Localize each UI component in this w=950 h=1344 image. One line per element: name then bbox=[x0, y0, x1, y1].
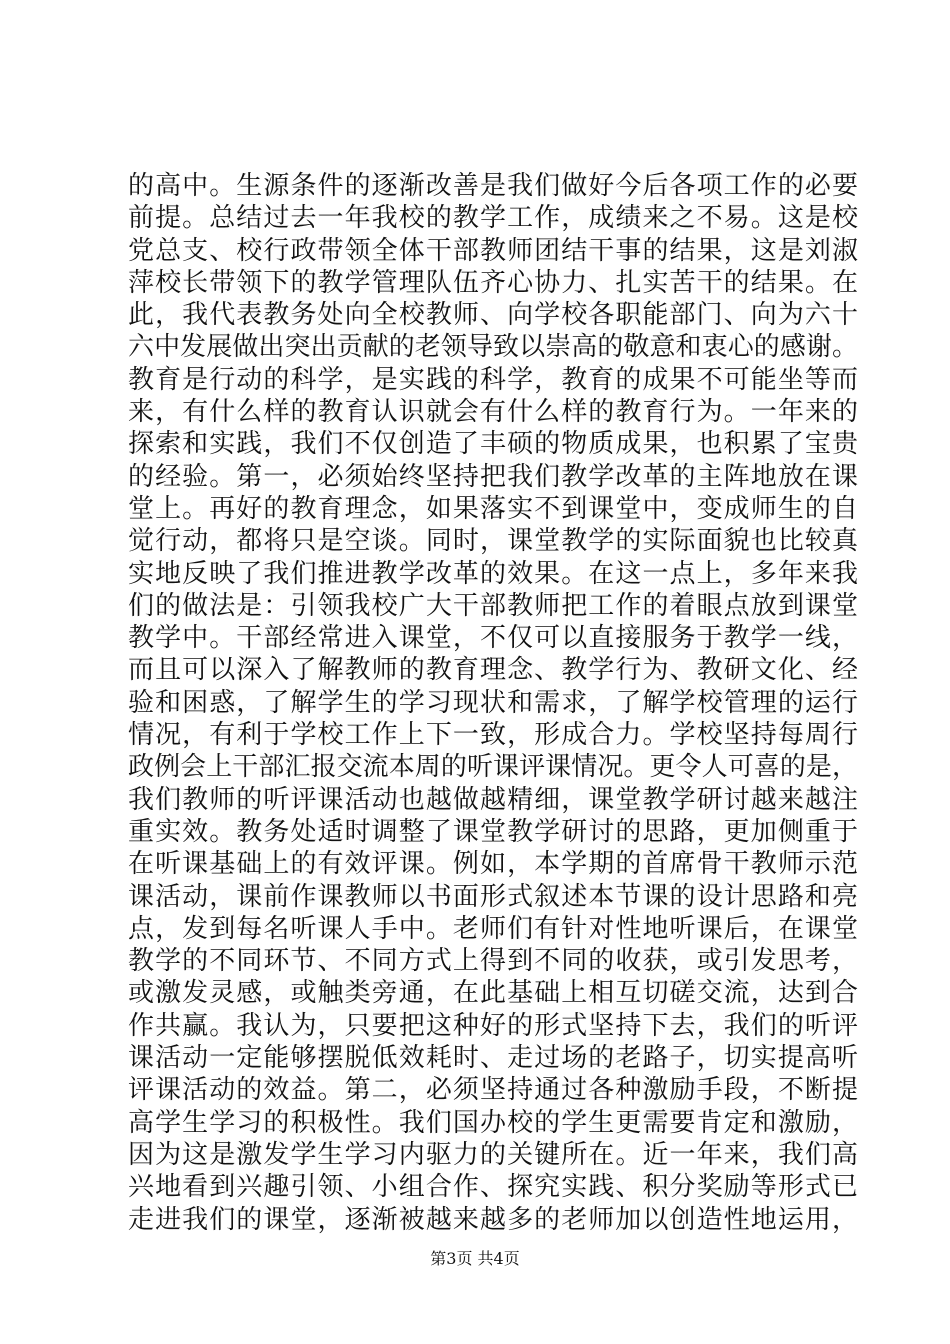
text-line: 点，发到每名听课人手中。老师们有针对性地听课后，在课堂 bbox=[128, 913, 858, 944]
text-line: 教学中。干部经常进入课堂，不仅可以直接服务于教学一线， bbox=[128, 623, 858, 654]
text-line: 或激发灵感，或触类旁通，在此基础上相互切磋交流，达到合 bbox=[128, 978, 858, 1009]
text-line: 走进我们的课堂，逐渐被越来越多的老师加以创造性地运用， bbox=[128, 1204, 858, 1235]
text-line: 政例会上干部汇报交流本周的听课评课情况。更令人可喜的是， bbox=[128, 752, 858, 783]
text-line: 课活动，课前作课教师以书面形式叙述本节课的设计思路和亮 bbox=[128, 881, 858, 912]
text-line: 的经验。第一，必须始终坚持把我们教学改革的主阵地放在课 bbox=[128, 461, 858, 492]
text-line: 兴地看到兴趣引领、小组合作、探究实践、积分奖励等形式已 bbox=[128, 1172, 858, 1203]
text-line: 而且可以深入了解教师的教育理念、教学行为、教研文化、经 bbox=[128, 655, 858, 686]
text-line: 们的做法是：引领我校广大干部教师把工作的着眼点放到课堂 bbox=[128, 590, 858, 621]
text-line: 情况，有利于学校工作上下一致，形成合力。学校坚持每周行 bbox=[128, 720, 858, 751]
text-line: 六中发展做出突出贡献的老领导致以崇高的敬意和衷心的感谢。 bbox=[128, 332, 858, 363]
text-line: 教学的不同环节、不同方式上得到不同的收获，或引发思考， bbox=[128, 946, 858, 977]
text-line: 课活动一定能够摆脱低效耗时、走过场的老路子，切实提高听 bbox=[128, 1043, 858, 1074]
text-line: 在听课基础上的有效评课。例如，本学期的首席骨干教师示范 bbox=[128, 849, 858, 880]
text-line: 教育是行动的科学，是实践的科学，教育的成果不可能坐等而 bbox=[128, 364, 858, 395]
text-line: 重实效。教务处适时调整了课堂教学研讨的思路，更加侧重于 bbox=[128, 816, 858, 847]
text-line: 实地反映了我们推进教学改革的效果。在这一点上，多年来我 bbox=[128, 558, 858, 589]
text-line: 的高中。生源条件的逐渐改善是我们做好今后各项工作的必要 bbox=[128, 171, 858, 201]
text-line: 党总支、校行政带领全体干部教师团结干事的结果，这是刘淑 bbox=[128, 235, 858, 266]
text-line: 评课活动的效益。第二，必须坚持通过各种激励手段，不断提 bbox=[128, 1075, 858, 1106]
text-line: 因为这是激发学生学习内驱力的关键所在。近一年来，我们高 bbox=[128, 1139, 858, 1170]
text-line: 验和困惑，了解学生的学习现状和需求，了解学校管理的运行 bbox=[128, 687, 858, 718]
text-line: 前提。总结过去一年我校的教学工作，成绩来之不易。这是校 bbox=[128, 203, 858, 234]
body-text bbox=[128, 170, 858, 1236]
text-line: 高学生学习的积极性。我们国办校的学生更需要肯定和激励， bbox=[128, 1107, 858, 1138]
text-line: 我们教师的听评课活动也越做越精细，课堂教学研讨越来越注 bbox=[128, 784, 858, 815]
text-line: 此，我代表教务处向全校教师、向学校各职能部门、向为六十 bbox=[128, 300, 858, 331]
text-line: 作共赢。我认为，只要把这种好的形式坚持下去，我们的听评 bbox=[128, 1010, 858, 1041]
text-line: 来，有什么样的教育认识就会有什么样的教育行为。一年来的 bbox=[128, 397, 858, 428]
text-line: 觉行动，都将只是空谈。同时，课堂教学的实际面貌也比较真 bbox=[128, 526, 858, 557]
text-line: 堂上。再好的教育理念，如果落实不到课堂中，变成师生的自 bbox=[128, 493, 858, 524]
text-line: 探索和实践，我们不仅创造了丰硕的物质成果，也积累了宝贵 bbox=[128, 429, 858, 460]
text-line: 萍校长带领下的教学管理队伍齐心协力、扎实苦干的结果。在 bbox=[128, 267, 858, 298]
page-footer: 第3页 共4页 bbox=[430, 1249, 520, 1268]
